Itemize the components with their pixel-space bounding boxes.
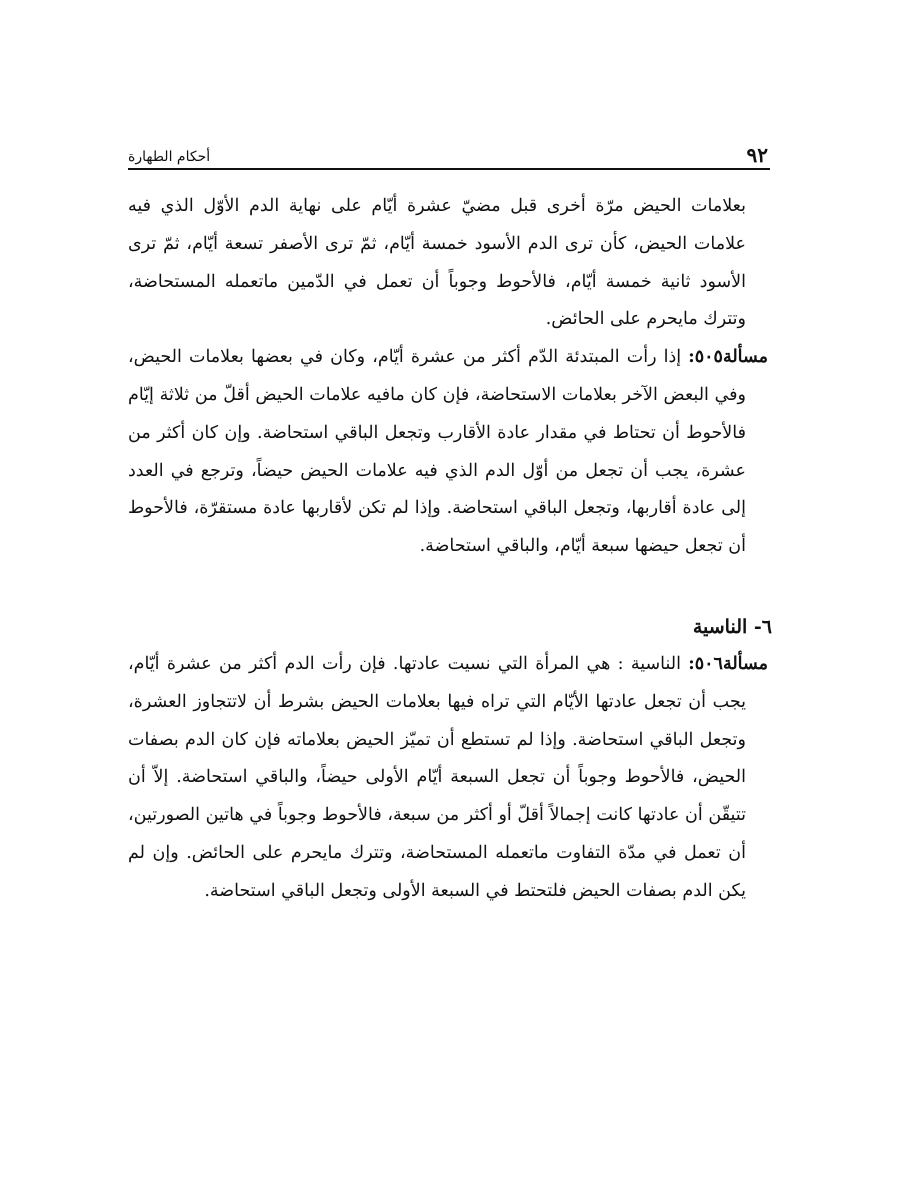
issue-label: مسألة٥٠٥:	[688, 347, 768, 368]
issue-text: الناسية : هي المرأة التي نسيت عادتها. فإن رأت الدم أكثر من عشرة أيّام، يجب أن تجعل عادتها الأيّام التي تراه فيها بعلامات الحيض بشرط أن لاتتجاوز العشرة، وتجعل الباقي استحاضة. وإذا لم تستطع أن تميّز الحيض بعلاماته فإن كان الدم بصفات الحيض، فالأحوط وجوباً أن تجعل السبعة أيّام الأولى حيضاً، والباقي استحاضة. إلاّ أن تتيقّن أن عادتها كانت إجمالاً أقلّ أو أكثر من سبعة، فالأحوط وجوباً في هاتين الصورتين، أن تعمل في مدّة التفاوت ماتعمله المستحاضة، وتترك مايحرم على الحائض. وإن لم يكن الدم بصفات الحيض فلتحتط في السبعة الأولى وتجعل الباقي استحاضة.	[128, 653, 746, 901]
header-title: أحكام الطهارة	[128, 149, 211, 165]
issue-506	[128, 646, 768, 911]
issue-label: مسألة٥٠٦:	[688, 653, 768, 674]
page-number: ٩٢	[746, 143, 768, 167]
body-text	[128, 188, 772, 911]
paragraph-continuation: بعلامات الحيض مرّة أخرى قبل مضيّ عشرة أيّام على نهاية الدم الأوّل الذي فيه علامات الحيض، كأن ترى الدم الأسود خمسة أيّام، ثمّ ترى الأصفر تسعة أيّام، ثمّ ترى الأسود ثانية خمسة أيّام، فالأحوط وجوباً أن تعمل في الدّمين ماتعمله المستحاضة، وتترك مايحرم على الحائض.	[128, 196, 746, 330]
running-header	[128, 140, 768, 166]
issue-505	[128, 339, 768, 566]
issue-text: إذا رأت المبتدئة الدّم أكثر من عشرة أيّام، وكان في بعضها بعلامات الحيض، وفي البعض الآخر بعلامات الاستحاضة، فإن كان مافيه علامات الحيض أقلّ من ثلاثة إيّام فالأحوط أن تحتاط في مقدار عادة الأقارب وتجعل الباقي استحاضة. وإن كان أكثر من عشرة، يجب أن تجعل من أوّل الدم الذي فيه علامات الحيض حيضاً، وترجع في العدد إلى عادة أقاربها، وتجعل الباقي استحاضة. وإذا لم تكن لأقاربها عادة مستقرّة، فالأحوط أن تجعل حيضها سبعة أيّام، والباقي استحاضة.	[128, 347, 746, 557]
header-divider	[128, 168, 770, 170]
section-heading: ٦- الناسية	[692, 615, 772, 638]
